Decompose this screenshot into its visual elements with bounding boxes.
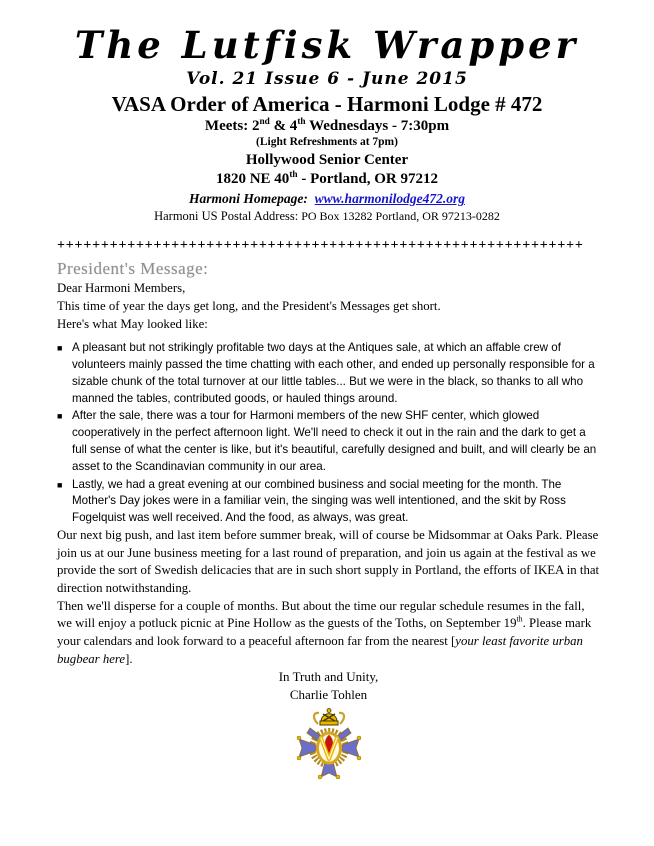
meets-part3: Wednesdays - 7:30pm bbox=[305, 118, 450, 135]
meets-sup2: th bbox=[297, 117, 306, 128]
homepage-label: Harmoni Homepage: bbox=[189, 191, 308, 207]
list-item bbox=[57, 408, 600, 475]
paragraph: This time of year the days get long, and the President's Messages get short. bbox=[57, 298, 441, 313]
square-bullet-icon: ■ bbox=[57, 411, 63, 422]
refreshments-note: (Light Refreshments at 7pm) bbox=[256, 136, 398, 149]
square-bullet-icon: ■ bbox=[57, 343, 63, 354]
italic-fill-in: your least favorite urban bugbear here bbox=[57, 633, 583, 666]
meeting-schedule bbox=[0, 118, 654, 135]
org-line: VASA Order of America - Harmoni Lodge # 472 bbox=[111, 92, 543, 117]
paragraph: Here's what May looked like: bbox=[57, 316, 208, 331]
salutation: Dear Harmoni Members, bbox=[57, 281, 186, 296]
meets-part1: Meets: 2 bbox=[204, 118, 260, 135]
venue-name: Hollywood Senior Center bbox=[245, 151, 409, 168]
street-address bbox=[0, 171, 654, 188]
newsletter-body bbox=[57, 236, 600, 788]
postal-value: PO Box 13282 Portland, OR 97213-0282 bbox=[301, 208, 500, 223]
paragraph: Our next big push, and last item before summer break, will of course be Midsommar at Oaks Park. Please join us at our June business meeting for a last round of preparation, and join us again at the festival as we provide the sort of Swedish delicacies that are in such short supply in Portland, the efforts of IKEA in that direction notwithstanding. bbox=[57, 528, 600, 595]
signature-name: Charlie Tohlen bbox=[289, 687, 368, 703]
meets-part2: & 4 bbox=[269, 118, 298, 135]
masthead bbox=[0, 0, 654, 224]
list-item-text: After the sale, there was a tour for Harmoni members of the new SHF center, which glowed cooperatively in the perfect afternoon light. We'll need to check it out in the rain and the dark to get a full sense of what the center is like, but it's beautiful, carefully designed and built, and will clearly be an asset to the Scandinavian community in our area. bbox=[72, 409, 597, 473]
address-part1: 1820 NE 40 bbox=[215, 170, 290, 187]
bullet-list bbox=[57, 340, 600, 527]
square-bullet-icon: ■ bbox=[57, 479, 63, 490]
list-item bbox=[57, 340, 600, 407]
emblem-container bbox=[57, 708, 600, 788]
address-sup: th bbox=[289, 169, 298, 180]
section-heading: President's Message: bbox=[57, 258, 209, 278]
list-item-text: A pleasant but not strikingly profitable two days at the Antiques sale, at which an affable crew of volunteers mainly passed the time chatting with each other, and ended up personally responsible for a sizable chunk of the total turnover at our little tables... But we were in the black, so thanks to all who manned the tables, contributed goods, or hauled things around. bbox=[72, 341, 595, 405]
postal-line bbox=[0, 209, 654, 224]
list-item bbox=[57, 477, 600, 527]
homepage-line bbox=[0, 191, 654, 207]
address-part2: - Portland, OR 97212 bbox=[297, 170, 439, 187]
closing-line: In Truth and Unity, bbox=[278, 669, 379, 685]
homepage-link[interactable]: www.harmonilodge472.org bbox=[314, 191, 465, 207]
issue-line: Vol. 21 Issue 6 - June 2015 bbox=[186, 68, 468, 89]
vasa-order-emblem-icon bbox=[296, 708, 362, 782]
newsletter-title: The Lutfisk Wrapper bbox=[74, 23, 580, 67]
meets-sup1: nd bbox=[259, 117, 270, 128]
paragraph bbox=[57, 598, 600, 669]
postal-label: Harmoni US Postal Address: bbox=[154, 208, 299, 223]
plus-divider: ++++++++++++++++++++++++++++++++++++++++++++++++++++++++++++ bbox=[57, 237, 584, 253]
paragraph-text: ]. bbox=[125, 651, 133, 666]
paragraph-text: . Please mark your calendars and look forward to a peaceful afternoon far from the nearest [ bbox=[57, 616, 592, 648]
paragraph-text: Then we'll disperse for a couple of months. But about the time our regular schedule resumes in the fall, we will enjoy a potluck picnic at Pine Hollow as the guests of the Toths, on September 19 bbox=[57, 598, 585, 631]
list-item-text: Lastly, we had a great evening at our combined business and social meeting for the month. The Mother's Day jokes were in a familiar vein, the singing was well intentioned, and the skit by Ross Fogelquist was well received. And the food, as always, was great. bbox=[72, 477, 566, 525]
date-sup: th bbox=[516, 615, 523, 625]
